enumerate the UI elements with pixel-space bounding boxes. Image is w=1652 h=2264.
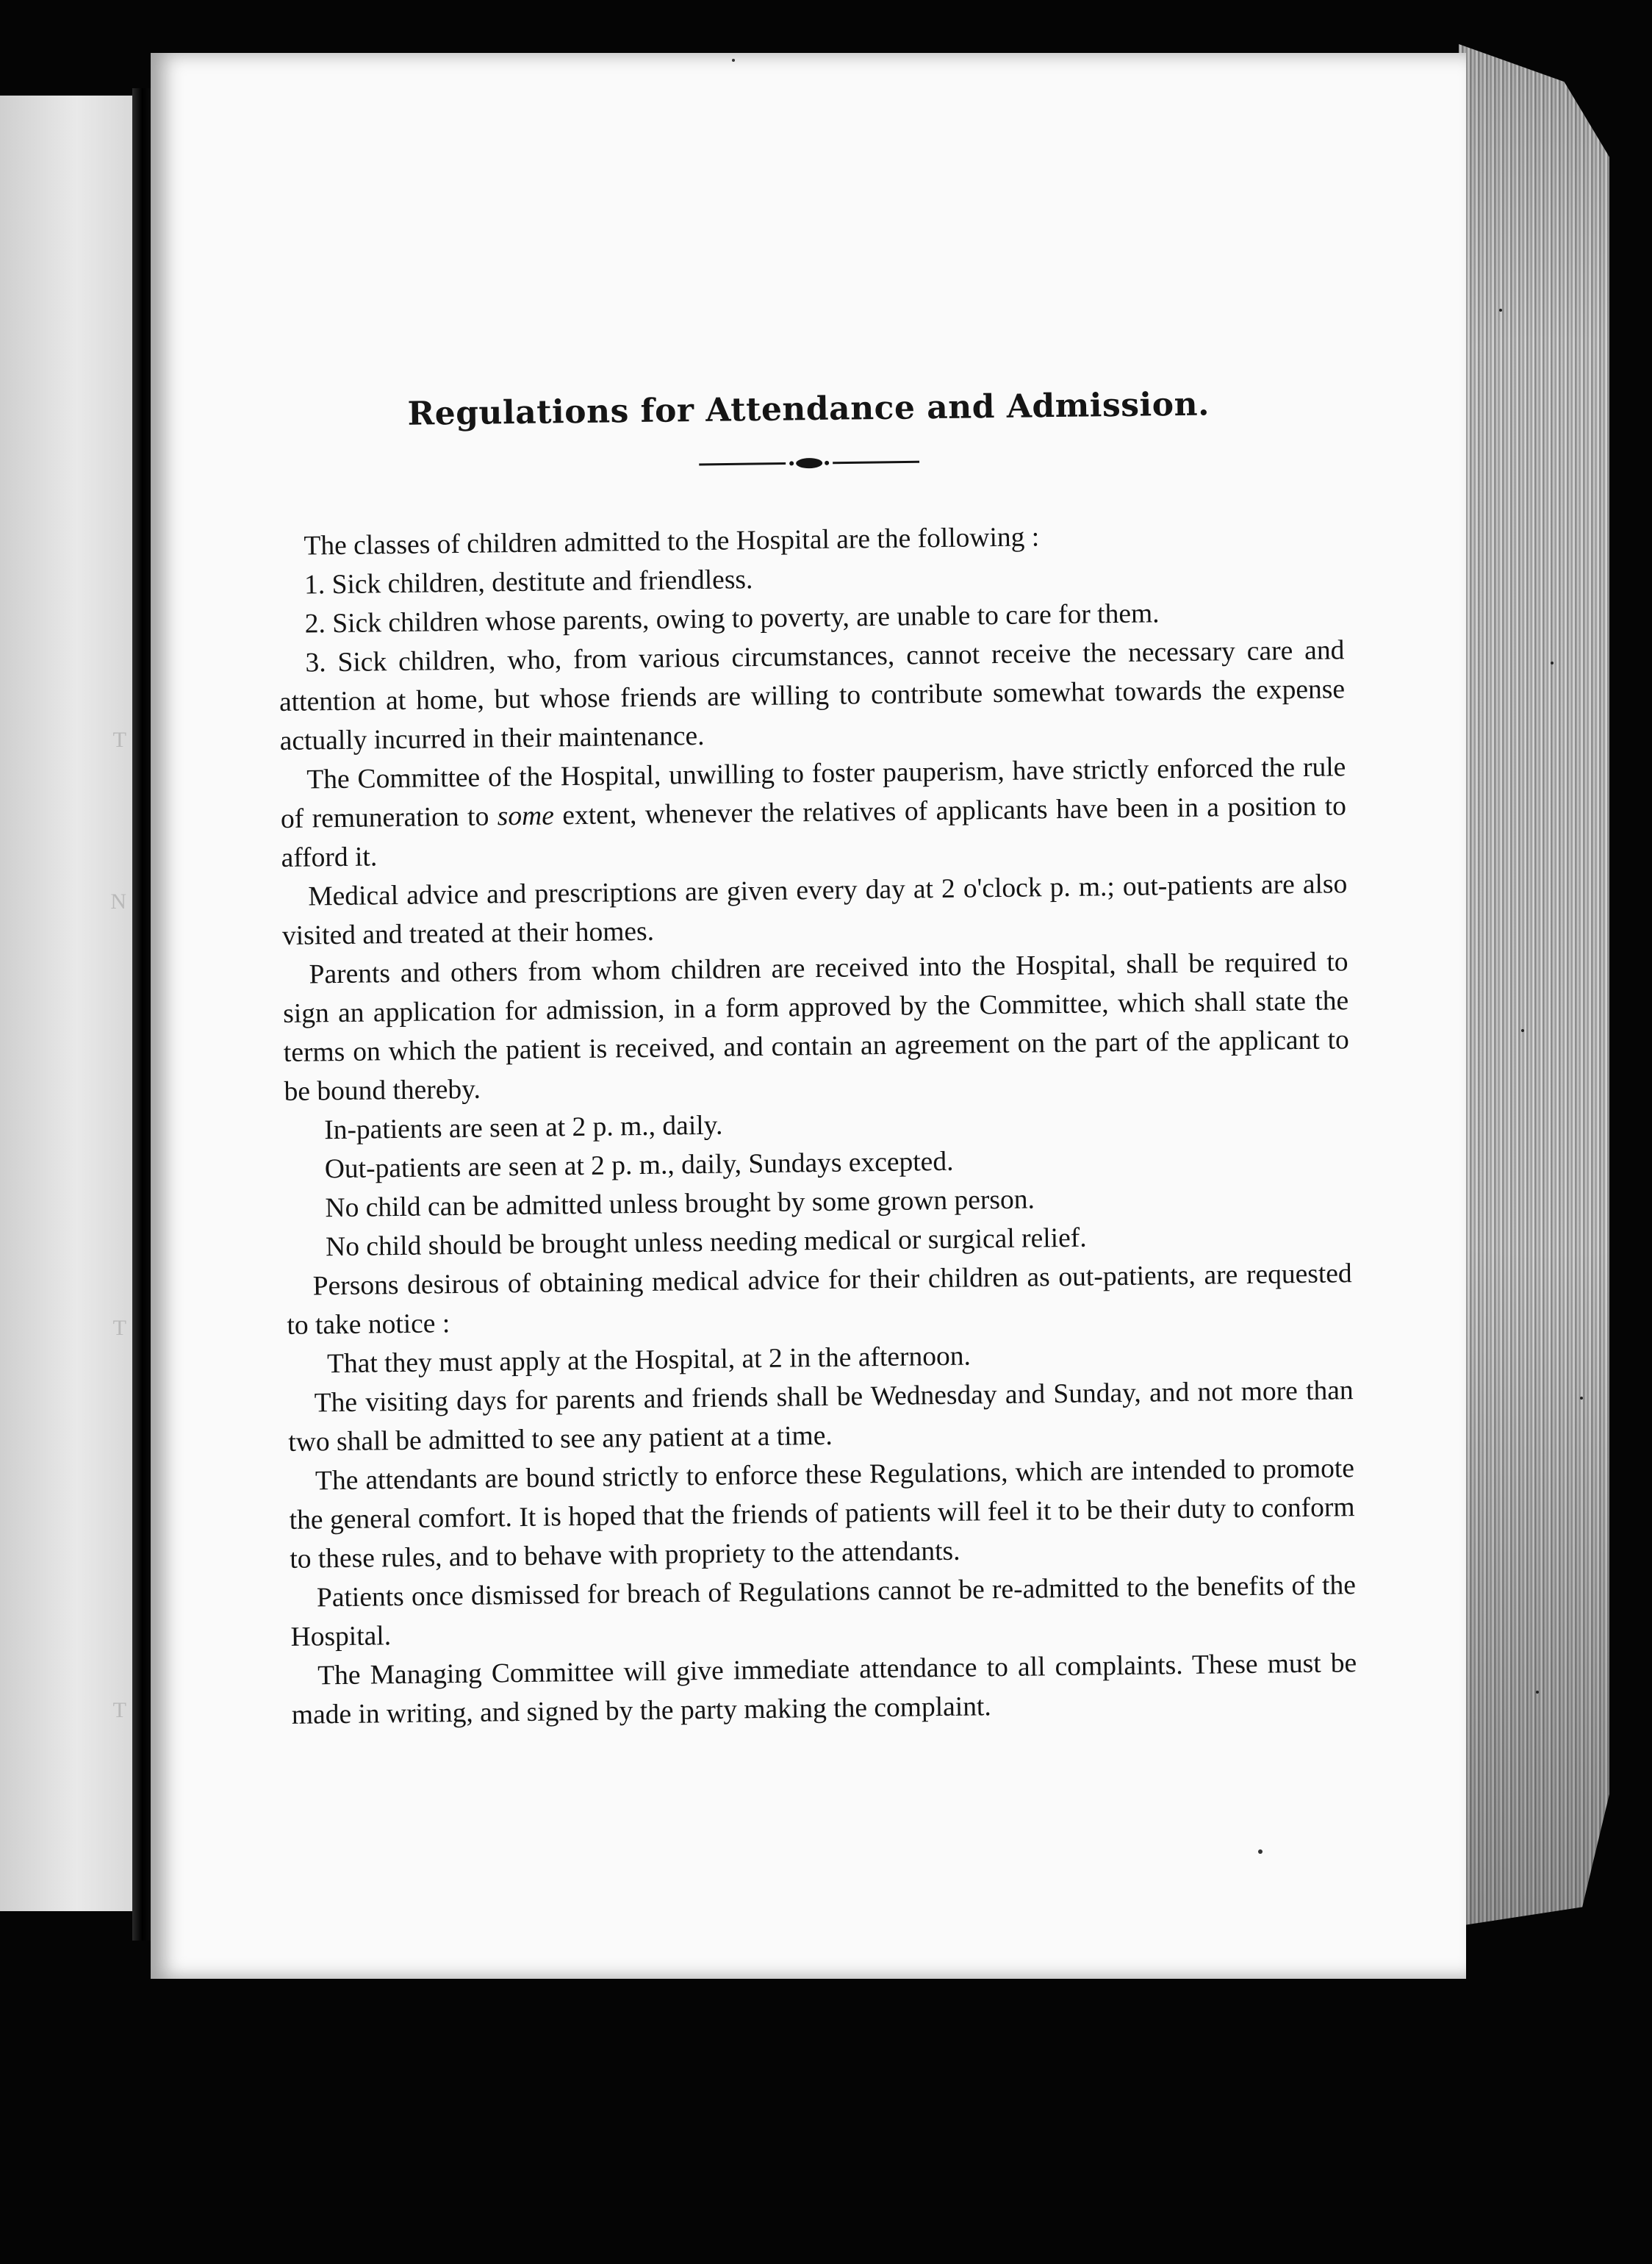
speck <box>1521 1029 1524 1032</box>
speck <box>1580 1397 1583 1400</box>
admission-rule-line: No child can be admitted unless brought by some grown person. <box>325 1184 1035 1224</box>
visiting-days-paragraph: The visiting days for parents and friends shall be Wednesday and Sunday, and not more than two shall be admitted to see any patient at a time. <box>288 1375 1354 1458</box>
page-title: Regulations for Attendance and Admission. <box>407 385 1210 433</box>
application-paragraph: Parents and others from whom children are received into the Hospital, shall be required to sign an application for admission, in a form approved by the Committee, which shall state the terms on which the patient is received, and contain an agreement on the part of the applicant to be bound thereby. <box>283 947 1350 1107</box>
bleed-through-mark: N <box>110 889 126 914</box>
complaints-paragraph: The Managing Committee will give immediate attendance to all complaints. These must be made in writing, and signed by the party making the complaint. <box>291 1648 1357 1730</box>
intro-paragraph: The classes of children admitted to the Hospital are the following : <box>304 522 1040 562</box>
page-content <box>276 384 1357 1735</box>
notice-paragraph: Persons desirous of obtaining medical advice for their children as out-patients, are requested to take notice : <box>287 1258 1352 1341</box>
speck <box>1551 662 1554 664</box>
class-item-1: 1. Sick children, destitute and friendless. <box>304 565 753 601</box>
dismissal-paragraph: Patients once dismissed for breach of Regulations cannot be re-admitted to the benefits of the Hospital. <box>290 1570 1357 1652</box>
out-patients-line: Out-patients are seen at 2 p. m., daily, Sundays excepted. <box>324 1146 954 1185</box>
bleed-through-mark: T <box>112 1698 126 1722</box>
bleed-through-mark: T <box>112 728 126 752</box>
medical-advice-paragraph: Medical advice and prescriptions are given every day at 2 o'clock p. m.; out-patients are also visited and treated at their homes. <box>281 869 1348 951</box>
page-stack-edges <box>1459 44 1609 1926</box>
speck <box>1536 1691 1539 1694</box>
attendants-paragraph: The attendants are bound strictly to enforce these Regulations, which are intended to promote the general comfort. It is hoped that the friends of patients will feel it to be their duty to conform to these rules, and to behave with propriety to the attendants. <box>289 1453 1355 1575</box>
relief-rule-line: No child should be brought unless needing medical or surgical relief. <box>325 1222 1087 1263</box>
ornament-divider-icon <box>699 453 919 473</box>
dust-spot <box>732 59 735 62</box>
previous-page-edge <box>0 96 140 1911</box>
remuneration-paragraph: The Committee of the Hospital, unwilling to foster pauperism, have strictly enforced the rule of remuneration to some extent, whenever the relatives of applicants have been in a position to afford it. <box>280 752 1347 873</box>
apply-time-line: That they must apply at the Hospital, at 2 in the afternoon. <box>326 1341 972 1380</box>
dust-spot <box>1258 1849 1263 1854</box>
class-item-3: 3. Sick children, who, from various circumstances, cannot receive the necessary care and attention at home, but whose friends are willing to contribute somewhat towards the expense actually incurred in their maintenance. <box>279 635 1346 756</box>
speck <box>1499 309 1502 312</box>
bleed-through-mark: T <box>112 1316 126 1340</box>
in-patients-line: In-patients are seen at 2 p. m., daily. <box>323 1110 723 1146</box>
class-item-2: 2. Sick children whose parents, owing to poverty, are unable to care for them. <box>304 598 1160 640</box>
